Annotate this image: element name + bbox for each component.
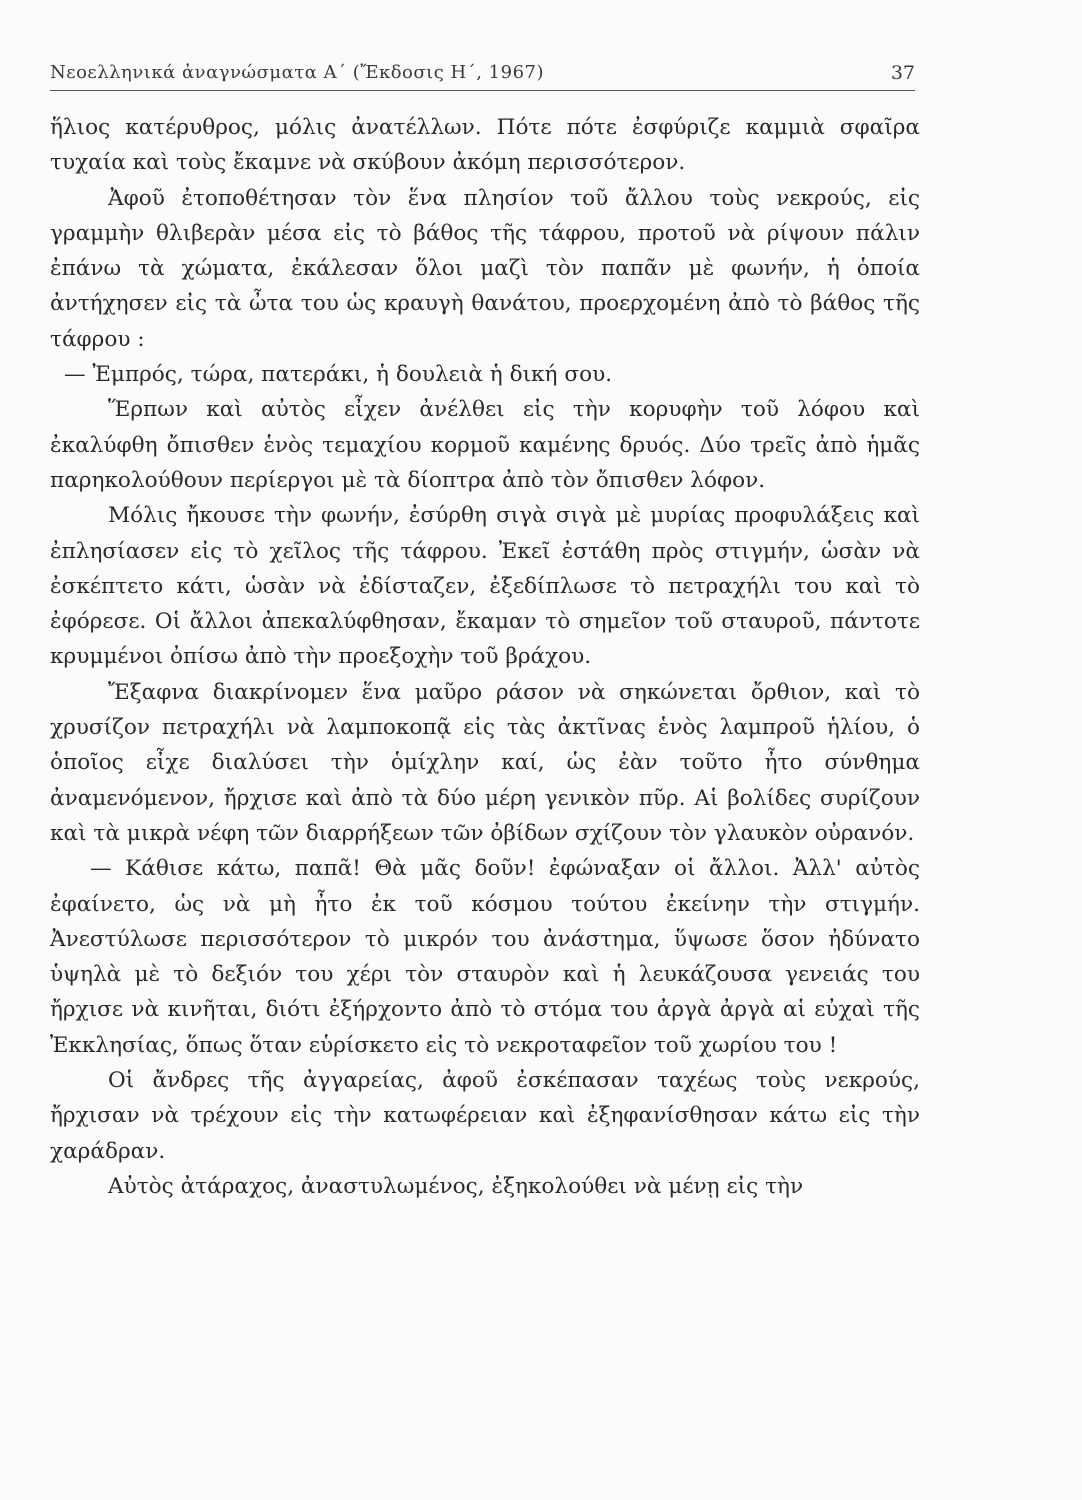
page-number: 37: [890, 62, 915, 84]
paragraph: Ἔξαφνα διακρίνομεν ἕνα μαῦρο ράσον νὰ σηκώνεται ὄρθιον, καὶ τὸ χρυσίζον πετραχήλι νὰ λαμποκοπᾷ εἰς τὰς ἀκτῖνας ἑνὸς λαμπροῦ ἡλίου, ὁ ὁποῖος εἶχε διαλύσει τὴν ὁμίχλην καί, ὡς ἐὰν τοῦτο ἦτο σύνθημα ἀναμενόμενον, ἤρχισε καὶ ἀπὸ τὰ δύο μέρη γενικὸν πῦρ. Αἱ βολίδες συρίζουν καὶ τὰ μικρὰ νέφη τῶν διαρρήξεων τῶν ὀβίδων σχίζουν τὸν γλαυκὸν οὐρανόν.: [50, 679, 920, 846]
paragraph: ἥλιος κατέρυθρος, μόλις ἀνατέλλων. Πότε πότε ἐσφύριζε καμμιὰ σφαῖρα τυχαία καὶ τοὺς ἔκαμνε νὰ σκύβουν ἀκόμη περισσότερον.: [50, 115, 920, 176]
dialogue-line: — Κάθισε κάτω, παπᾶ! Θὰ μᾶς δοῦν! ἐφώναξαν οἱ ἄλλοι. Ἀλλ' αὐτὸς ἐφαίνετο, ὡς νὰ μὴ ἦτο ἐκ τοῦ κόσμου τούτου ἐκείνην τὴν στιγμήν. Ἀνεστύλωσε περισσότερον τὸ μικρόν του ἀνάστημα, ὕψωσε ὅσον ἠδύνατο ὑψηλὰ μὲ τὸ δεξιόν του χέρι τὸν σταυρὸν καὶ ἡ λευκάζουσα γενειάς του ἤρχισε νὰ κινῆται, διότι ἐξήρχοντο ἀπὸ τὸ στόμα του ἀργὰ ἀργὰ αἱ εὐχαὶ τῆς Ἐκκλησίας, ὅπως ὅταν εὑρίσκετο εἰς τὸ νεκροταφεῖον τοῦ χωρίου του !: [50, 856, 920, 1058]
paragraph: Αὐτὸς ἀτάραχος, ἀναστυλωμένος, ἐξηκολούθει νὰ μένῃ εἰς τὴν: [108, 1173, 804, 1199]
paragraph: Ἀφοῦ ἐτοποθέτησαν τὸν ἕνα πλησίον τοῦ ἄλλου τοὺς νεκρούς, εἰς γραμμὴν θλιβερὰν μέσα εἰς τὸ βάθος τῆς τάφρου, προτοῦ νὰ ρίψουν πάλιν ἐπάνω τὰ χώματα, ἐκάλεσαν ὅλοι μαζὶ τὸν παπᾶν μὲ φωνήν, ἡ ὁποία ἀντήχησεν εἰς τὰ ὦτα του ὡς κραυγὴ θανάτου, προερχομένη ἀπὸ τὸ βάθος τῆς τάφρου :: [50, 185, 920, 352]
paragraph: Μόλις ἤκουσε τὴν φωνήν, ἐσύρθη σιγὰ σιγὰ μὲ μυρίας προφυλάξεις καὶ ἐπλησίασεν εἰς τὸ χεῖλος τῆς τάφρου. Ἐκεῖ ἐστάθη πρὸς στιγμήν, ὡσὰν νὰ ἐσκέπτετο κάτι, ὡσὰν νὰ ἐδίσταζεν, ἐξεδίπλωσε τὸ πετραχήλι του καὶ τὸ ἐφόρεσε. Οἱ ἄλλοι ἀπεκαλύφθησαν, ἔκαμαν τὸ σημεῖον τοῦ σταυροῦ, πάντοτε κρυμμένοι ὀπίσω ἀπὸ τὴν προεξοχὴν τοῦ βράχου.: [50, 503, 920, 670]
dialogue-line: — Ἐμπρός, τώρα, πατεράκι, ἡ δουλειὰ ἡ δική σου.: [64, 362, 613, 388]
paragraph: Ἕρπων καὶ αὐτὸς εἶχεν ἀνέλθει εἰς τὴν κορυφὴν τοῦ λόφου καὶ ἐκαλύφθη ὄπισθεν ἑνὸς τεμαχίου κορμοῦ καμένης δρυός. Δύο τρεῖς ἀπὸ ἡμᾶς παρηκολούθουν περίεργοι μὲ τὰ δίοπτρα ἀπὸ τὸν ὄπισθεν λόφον.: [50, 397, 920, 493]
running-header: [50, 58, 915, 91]
book-title: Νεοελληνικά ἀναγνώσματα Α΄ (Ἔκδοσις Η΄, 1967): [50, 62, 545, 83]
page-body: [50, 110, 920, 1204]
paragraph: Οἱ ἄνδρες τῆς ἀγγαρείας, ἀφοῦ ἐσκέπασαν ταχέως τοὺς νεκρούς, ἤρχισαν νὰ τρέχουν εἰς τὴν κατωφέρειαν καὶ ἐξηφανίσθησαν κάτω εἰς τὴν χαράδραν.: [50, 1068, 920, 1164]
